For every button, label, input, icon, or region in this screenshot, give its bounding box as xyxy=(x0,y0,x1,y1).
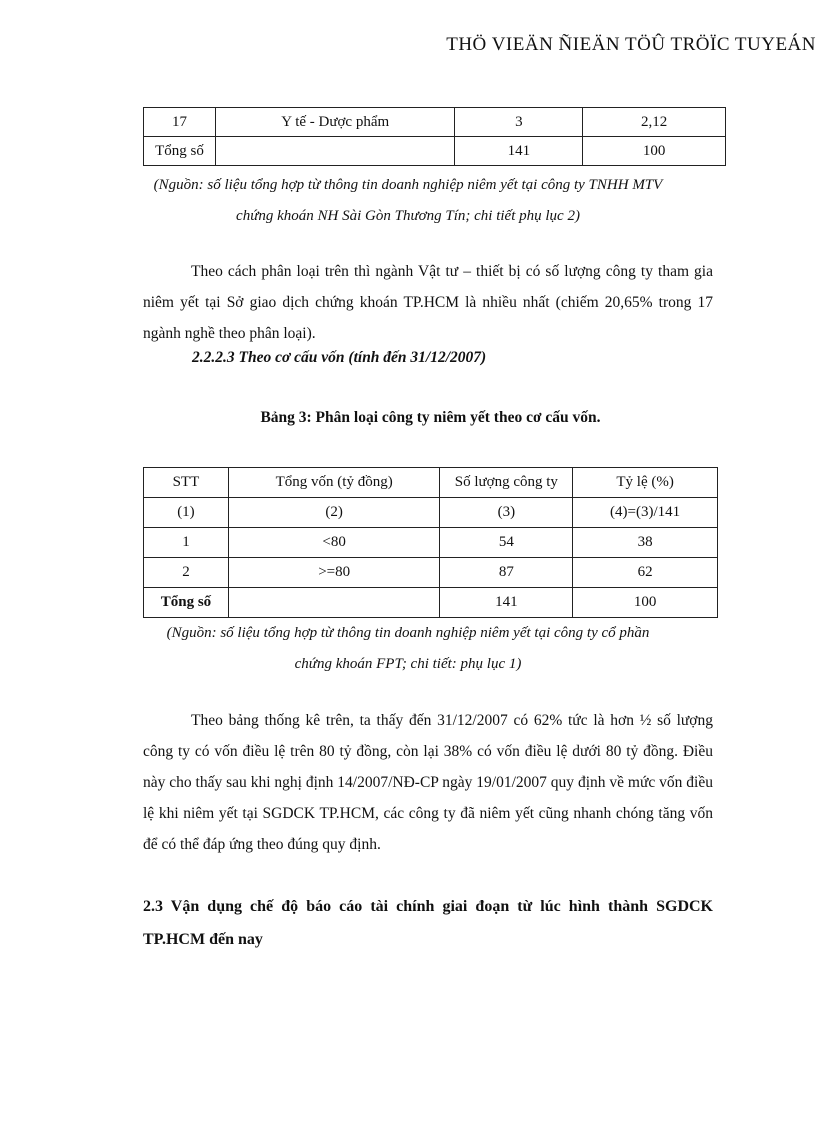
section-heading: 2.3 Vận dụng chế độ báo cáo tài chính giai đoạn từ lúc hình thành SGDCK TP.HCM đến nay xyxy=(143,898,713,948)
page-header: THÖ VIEÄN ÑIEÄN TÖÛ TRÖÏC TUYEÁN xyxy=(446,34,816,55)
paragraph-capital: Theo bảng thống kê trên, ta thấy đến 31/12/2007 có 62% tức là hơn ½ số lượng công ty có vốn điều lệ trên 80 tỷ đồng, còn lại 38% có vốn điều lệ dưới 80 tỷ đồng. Điều này cho thấy sau khi nghị định 14/2007/NĐ-CP ngày 19/01/2007 quy định về mức vốn điều lệ khi niêm yết tại SGDCK TP.HCM, các công ty đã niêm yết cũng nhanh chóng tăng vốn để có thể đáp ứng theo đúng quy định. xyxy=(143,712,713,853)
column-header: Tỷ lệ (%) xyxy=(573,468,718,498)
table-cell: Y tế - Dược phẩm xyxy=(215,108,455,137)
table-cell: 17 xyxy=(144,108,216,137)
table-row-total xyxy=(144,137,726,166)
table-cell: 54 xyxy=(440,528,573,558)
table-row xyxy=(144,528,718,558)
table-row xyxy=(144,498,718,528)
table-cell: 2 xyxy=(144,558,229,588)
table-cell: 100 xyxy=(583,137,726,166)
table-cell xyxy=(228,588,440,618)
table2-source xyxy=(130,618,686,680)
table-caption: Bảng 3: Phân loại công ty niêm yết theo cơ cấu vốn. xyxy=(260,409,601,426)
table-cell: 87 xyxy=(440,558,573,588)
table-row-total xyxy=(144,588,718,618)
table-cell: Tổng số xyxy=(144,588,229,618)
table-cell: (4)=(3)/141 xyxy=(573,498,718,528)
table-cell: >=80 xyxy=(228,558,440,588)
table-cell: 141 xyxy=(455,137,583,166)
table-cell: (3) xyxy=(440,498,573,528)
source-line: (Nguồn: số liệu tổng hợp từ thông tin doanh nghiệp niêm yết tại công ty TNHH MTV xyxy=(153,177,663,193)
source-line: (Nguồn: số liệu tổng hợp từ thông tin doanh nghiệp niêm yết tại công ty cổ phần xyxy=(166,625,650,641)
table1-source xyxy=(130,170,686,232)
table-cell: 2,12 xyxy=(583,108,726,137)
source-line: chứng khoán NH Sài Gòn Thương Tín; chi tiết phụ lục 2) xyxy=(236,208,580,224)
table-row xyxy=(144,558,718,588)
subheading: 2.2.2.3 Theo cơ cấu vốn (tính đến 31/12/2007) xyxy=(192,349,487,366)
table-cell: (2) xyxy=(228,498,440,528)
table-cell: 141 xyxy=(440,588,573,618)
table-cell: (1) xyxy=(144,498,229,528)
table-cell: 62 xyxy=(573,558,718,588)
capital-structure-table xyxy=(143,467,718,618)
table-row xyxy=(144,108,726,137)
column-header: STT xyxy=(144,468,229,498)
column-header: Số lượng công ty xyxy=(440,468,573,498)
table-cell: 38 xyxy=(573,528,718,558)
table-cell: Tổng số xyxy=(144,137,216,166)
table-cell xyxy=(215,137,455,166)
industry-table-continued xyxy=(143,107,726,166)
table-cell: 100 xyxy=(573,588,718,618)
table-header-row xyxy=(144,468,718,498)
table-cell: 1 xyxy=(144,528,229,558)
paragraph-industry: Theo cách phân loại trên thì ngành Vật tư – thiết bị có số lượng công ty tham gia niêm yết tại Sở giao dịch chứng khoán TP.HCM là nhiều nhất (chiếm 20,65% trong 17 ngành nghề theo phân loại). xyxy=(143,263,713,342)
column-header: Tổng vốn (tỷ đồng) xyxy=(228,468,440,498)
table-cell: <80 xyxy=(228,528,440,558)
source-line: chứng khoán FPT; chi tiết: phụ lục 1) xyxy=(294,656,522,672)
table-cell: 3 xyxy=(455,108,583,137)
